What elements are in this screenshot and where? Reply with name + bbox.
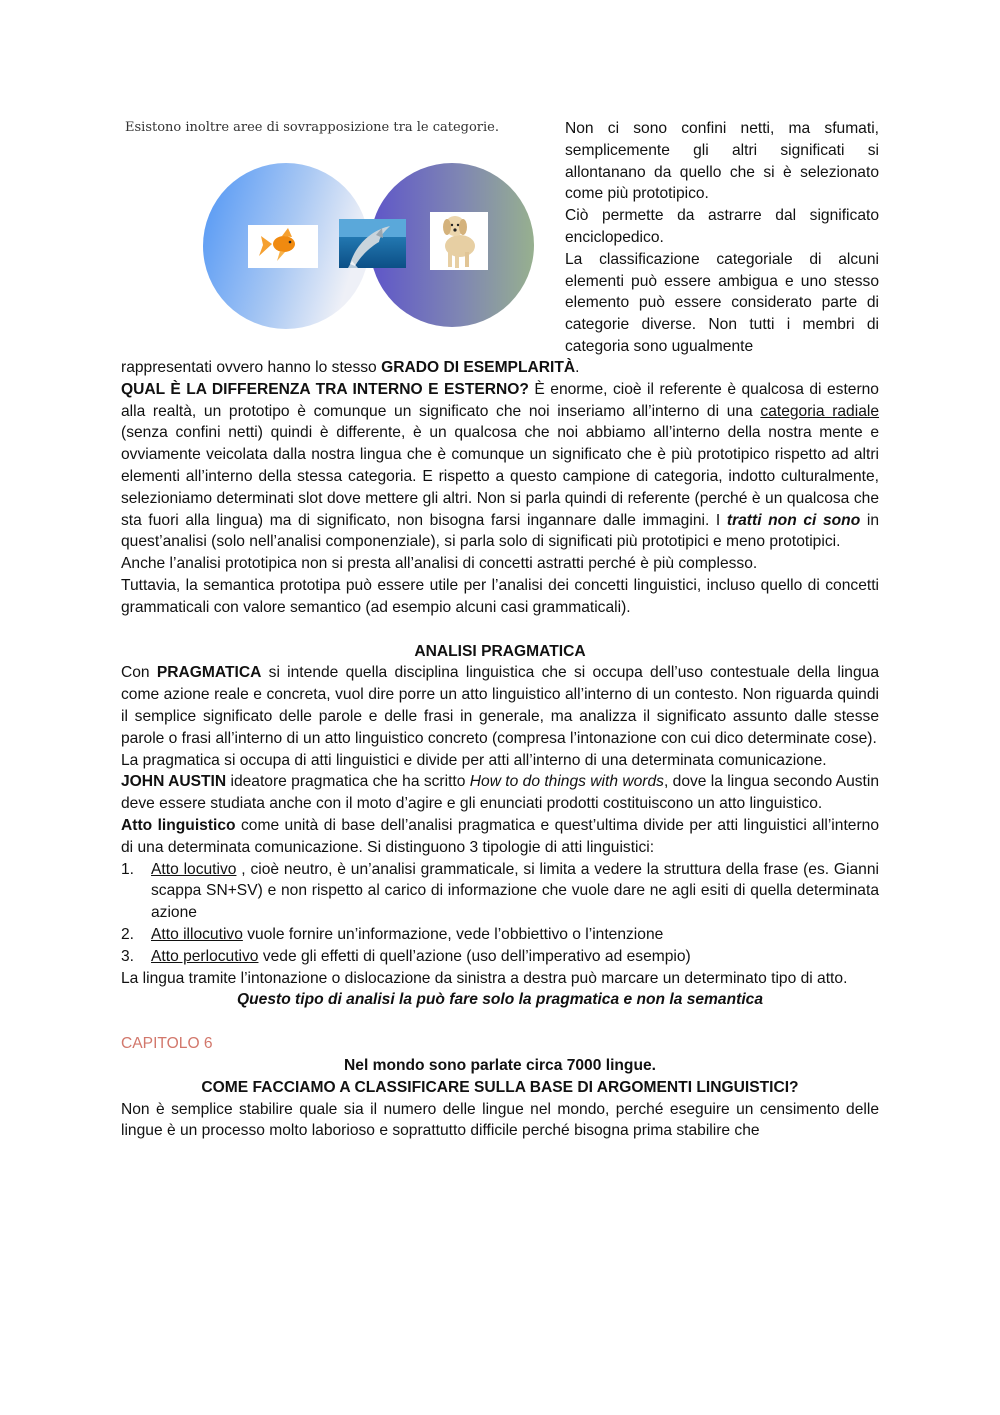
chapter-question: COME FACCIAMO A CLASSIFICARE SULLA BASE DI ARGOMENTI LINGUISTICI? [201,1078,799,1096]
main-text [121,357,879,1142]
chapter-heading: CAPITOLO 6 [121,1035,213,1053]
speech-acts-list [121,859,879,968]
paragraph: JOHN AUSTIN ideatore pragmatica che ha scritto How to do things with words, dove la lingua secondo Austin deve essere studiata anche con il moto d’agire e gli enunciati prodotti costituiscono un atto linguistico. [121,773,880,813]
paragraph: Tuttavia, la semantica prototipa può essere utile per l’analisi dei concetti linguistici, incluso quello di concetti grammaticali con valore semantico (ad esempio alcuni casi grammaticali). [121,576,879,616]
puppy-image [430,212,488,270]
paragraph: Non è semplice stabilire quale sia il numero delle lingue nel mondo, perché eseguire un censimento delle lingue è un processo molto laborioso e soprattutto difficile perché bisogna prima stabilire che [121,1100,879,1140]
figure-caption: Esistono inoltre aree di sovrapposizione tra le categorie. [125,120,499,135]
question-heading: QUAL È LA DIFFERENZA TRA INTERNO E ESTERNO? [121,380,529,398]
paragraph: Non ci sono confini netti, ma sfumati, semplicemente gli altri significati si allontanano da quello che si è selezionato come più prototipico. [565,120,879,203]
paragraph: La classificazione categoriale di alcuni elementi può essere ambigua e uno stesso elemento può essere considerato parte di categorie diverse. Non tutti i membri di categoria sono ugualmente [565,250,879,355]
paragraph: Atto linguistico come unità di base dell’analisi pragmatica e quest’ultima divide per atti linguistici all’interno di una determinata comunicazione. Si distinguono 3 tipologie di atti linguistici: [121,816,879,856]
paragraph: rappresentati ovvero hanno lo stesso GRADO DI ESEMPLARITÀ. [121,359,580,376]
emphasis-line: Questo tipo di analisi la può fare solo la pragmatica e non la semantica [237,991,763,1009]
goldfish-image [248,225,318,268]
paragraph: Ciò permette da astrarre dal significato enciclopedico. [565,207,879,246]
category-overlap-figure [122,118,542,338]
dolphin-image [339,219,406,268]
chapter-subheading: Nel mondo sono parlate circa 7000 lingue. [344,1056,656,1074]
paragraph: La pragmatica si occupa di atti linguistici e divide per atti all’interno di una determinata comunicazione. [121,751,827,769]
paragraph: La lingua tramite l’intonazione o dislocazione da sinistra a destra può marcare un determinato tipo di atto. [121,969,848,987]
list-item: 2. Atto illocutivo vuole fornire un’informazione, vede l’obbiettivo o l’intenzione [121,925,664,943]
section-heading: ANALISI PRAGMATICA [414,642,586,660]
list-item: 1. Atto locutivo , cioè neutro, è un’analisi grammaticale, si limita a vedere la struttura della frase (es. Gianni scappa SN+SV) e non rispetto al carico di informazione che vuole dare ne agli esiti di quella determinata azione [121,860,879,922]
venn-diagram [122,118,542,338]
paragraph: Anche l’analisi prototipica non si presta all’analisi di concetti astratti perché è più complesso. [121,555,758,573]
right-column-text [565,118,879,358]
paragraph-interno-esterno: QUAL È LA DIFFERENZA TRA INTERNO E ESTERNO? È enorme, cioè il referente è qualcosa di esterno alla realtà, un prototipo è comunque un significato che noi inseriamo all’interno di una categoria radiale (senza confini netti) quindi è differente, è un qualcosa che noi abbiamo all’interno della nostra mente e ovviamente veicolata dalla nostra lingua che è comunque un significato che è più prototipico rispetto ad altri elementi all’interno della stessa categoria. E rispetto a questo campione di categoria, indotto culturalmente, selezioniamo determinati slot dove mettere gli altri. Non si parla quindi di referente (perché è un qualcosa che sta fuori alla lingua) ma di significato, non bisogna farsi ingannare dalle immagini. I tratti non ci sono in quest’analisi (solo nell’analisi componenziale), si parla solo di significati più prototipici e meno prototipici. [121,380,880,551]
list-item: 3. Atto perlocutivo vede gli effetti di quell’azione (uso dell’imperativo ad esempio) [121,947,691,965]
paragraph: Con PRAGMATICA si intende quella disciplina linguistica che si occupa dell’uso contestuale della lingua come azione reale e concreta, vuol dire porre un atto linguistico all’interno di un contesto. Non riguarda quindi il semplice significato delle parole e delle frasi in generale, ma analizza il significato assunto dalle stesse parole o frasi all’interno di un atto linguistico concreto (compresa l’intonazione con cui dico determinate cose). [121,664,879,747]
